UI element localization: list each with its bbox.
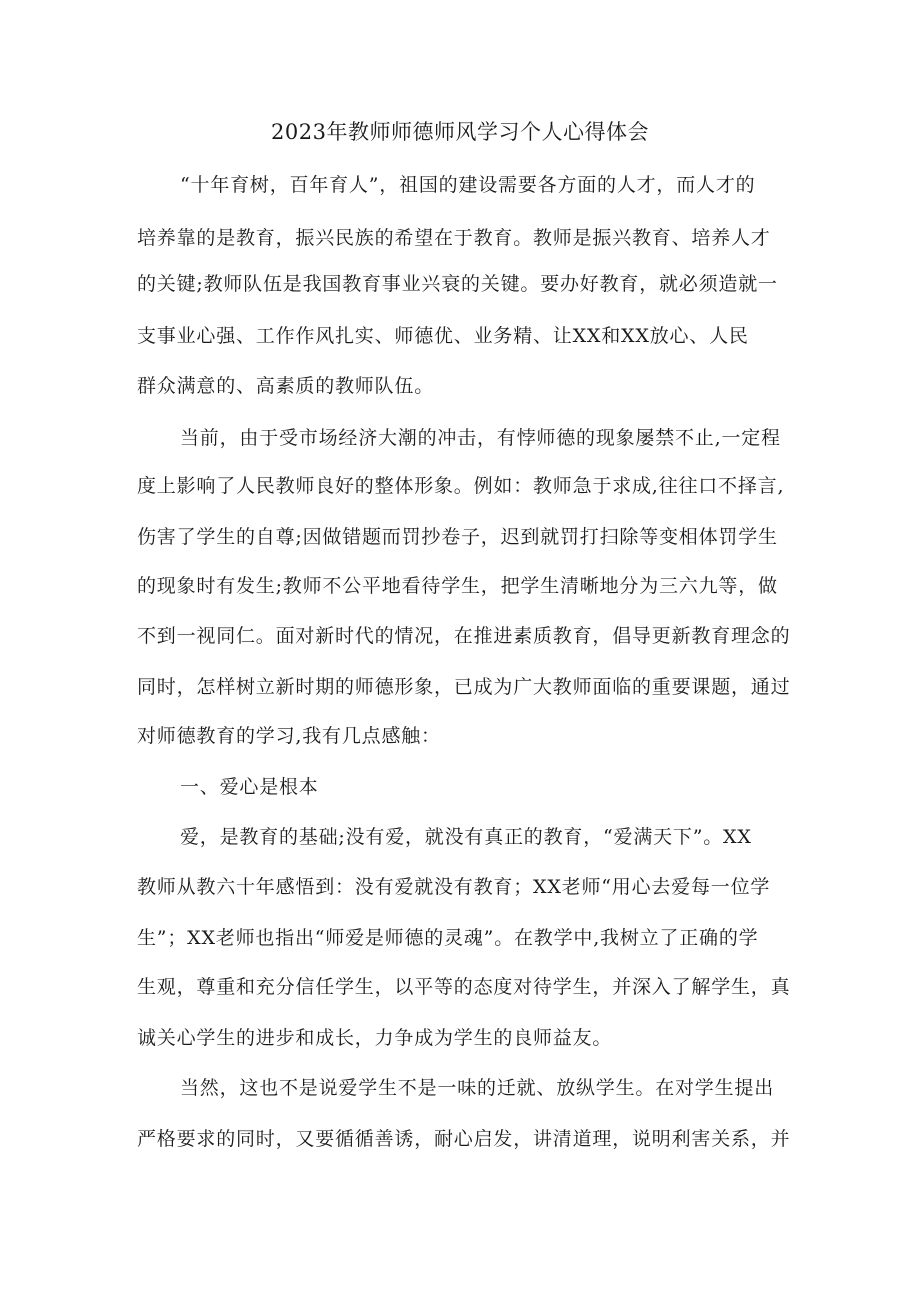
text-line: 的关键;教师队伍是我国教育事业兴衰的关键。要办好教育，就必须造就一 [137, 273, 778, 295]
text-line: 当然，这也不是说爱学生不是一味的迁就、放纵学生。在对学生提出 [180, 1077, 775, 1099]
text-line: 生观，尊重和充分信任学生，以平等的态度对待学生，并深入了解学生，真 [137, 976, 791, 998]
text-line: 群众满意的、高素质的教师队伍。 [137, 375, 435, 397]
text-line: 严格要求的同时，又要循循善诱，耐心启发，讲清道理，说明利害关系，并 [137, 1128, 791, 1150]
section-heading: 一、爱心是根本 [180, 776, 319, 798]
text-line: 培养靠的是教育，振兴民族的希望在于教育。教师是振兴教育、培养人才 [137, 227, 771, 249]
text-line: 的现象时有发生;教师不公平地看待学生，把学生清晰地分为三六九等，做 [137, 575, 778, 597]
document-title: 2023年教师师德师风学习个人心得体会 [271, 120, 649, 144]
text-line: 教师从教六十年感悟到：没有爱就没有教育；XX老师“用心去爱每一位学 [137, 876, 771, 898]
text-line: 支事业心强、工作作风扎实、师德优、业务精、让XX和XX放心、人民 [137, 325, 749, 347]
text-line: 生”；XX老师也指出“师爱是师德的灵魂”。在教学中,我树立了正确的学 [137, 927, 759, 949]
text-line: 度上影响了人民教师良好的整体形象。例如：教师急于求成,往往口不择言, [137, 475, 785, 497]
text-line: 伤害了学生的自尊;因做错题而罚抄卷子，迟到就罚打扫除等变相体罚学生 [137, 526, 778, 548]
text-line: 诚关心学生的进步和成长，力争成为学生的良师益友。 [137, 1027, 613, 1049]
text-line: 不到一视同仁。面对新时代的情况，在推进素质教育，倡导更新教育理念的 [137, 625, 791, 647]
text-line: 同时，怎样树立新时期的师德形象，已成为广大教师面临的重要课题，通过 [137, 676, 791, 698]
text-line: 爱，是教育的基础;没有爱，就没有真正的教育，“爱满天下”。XX [180, 826, 752, 848]
text-line: “十年育树，百年育人”，祖国的建设需要各方面的人才，而人才的 [180, 174, 756, 196]
text-line: 对师德教育的学习,我有几点感触： [137, 725, 441, 747]
text-line: 当前，由于受市场经济大潮的冲击，有悖师德的现象屡禁不止,一定程 [180, 427, 781, 449]
